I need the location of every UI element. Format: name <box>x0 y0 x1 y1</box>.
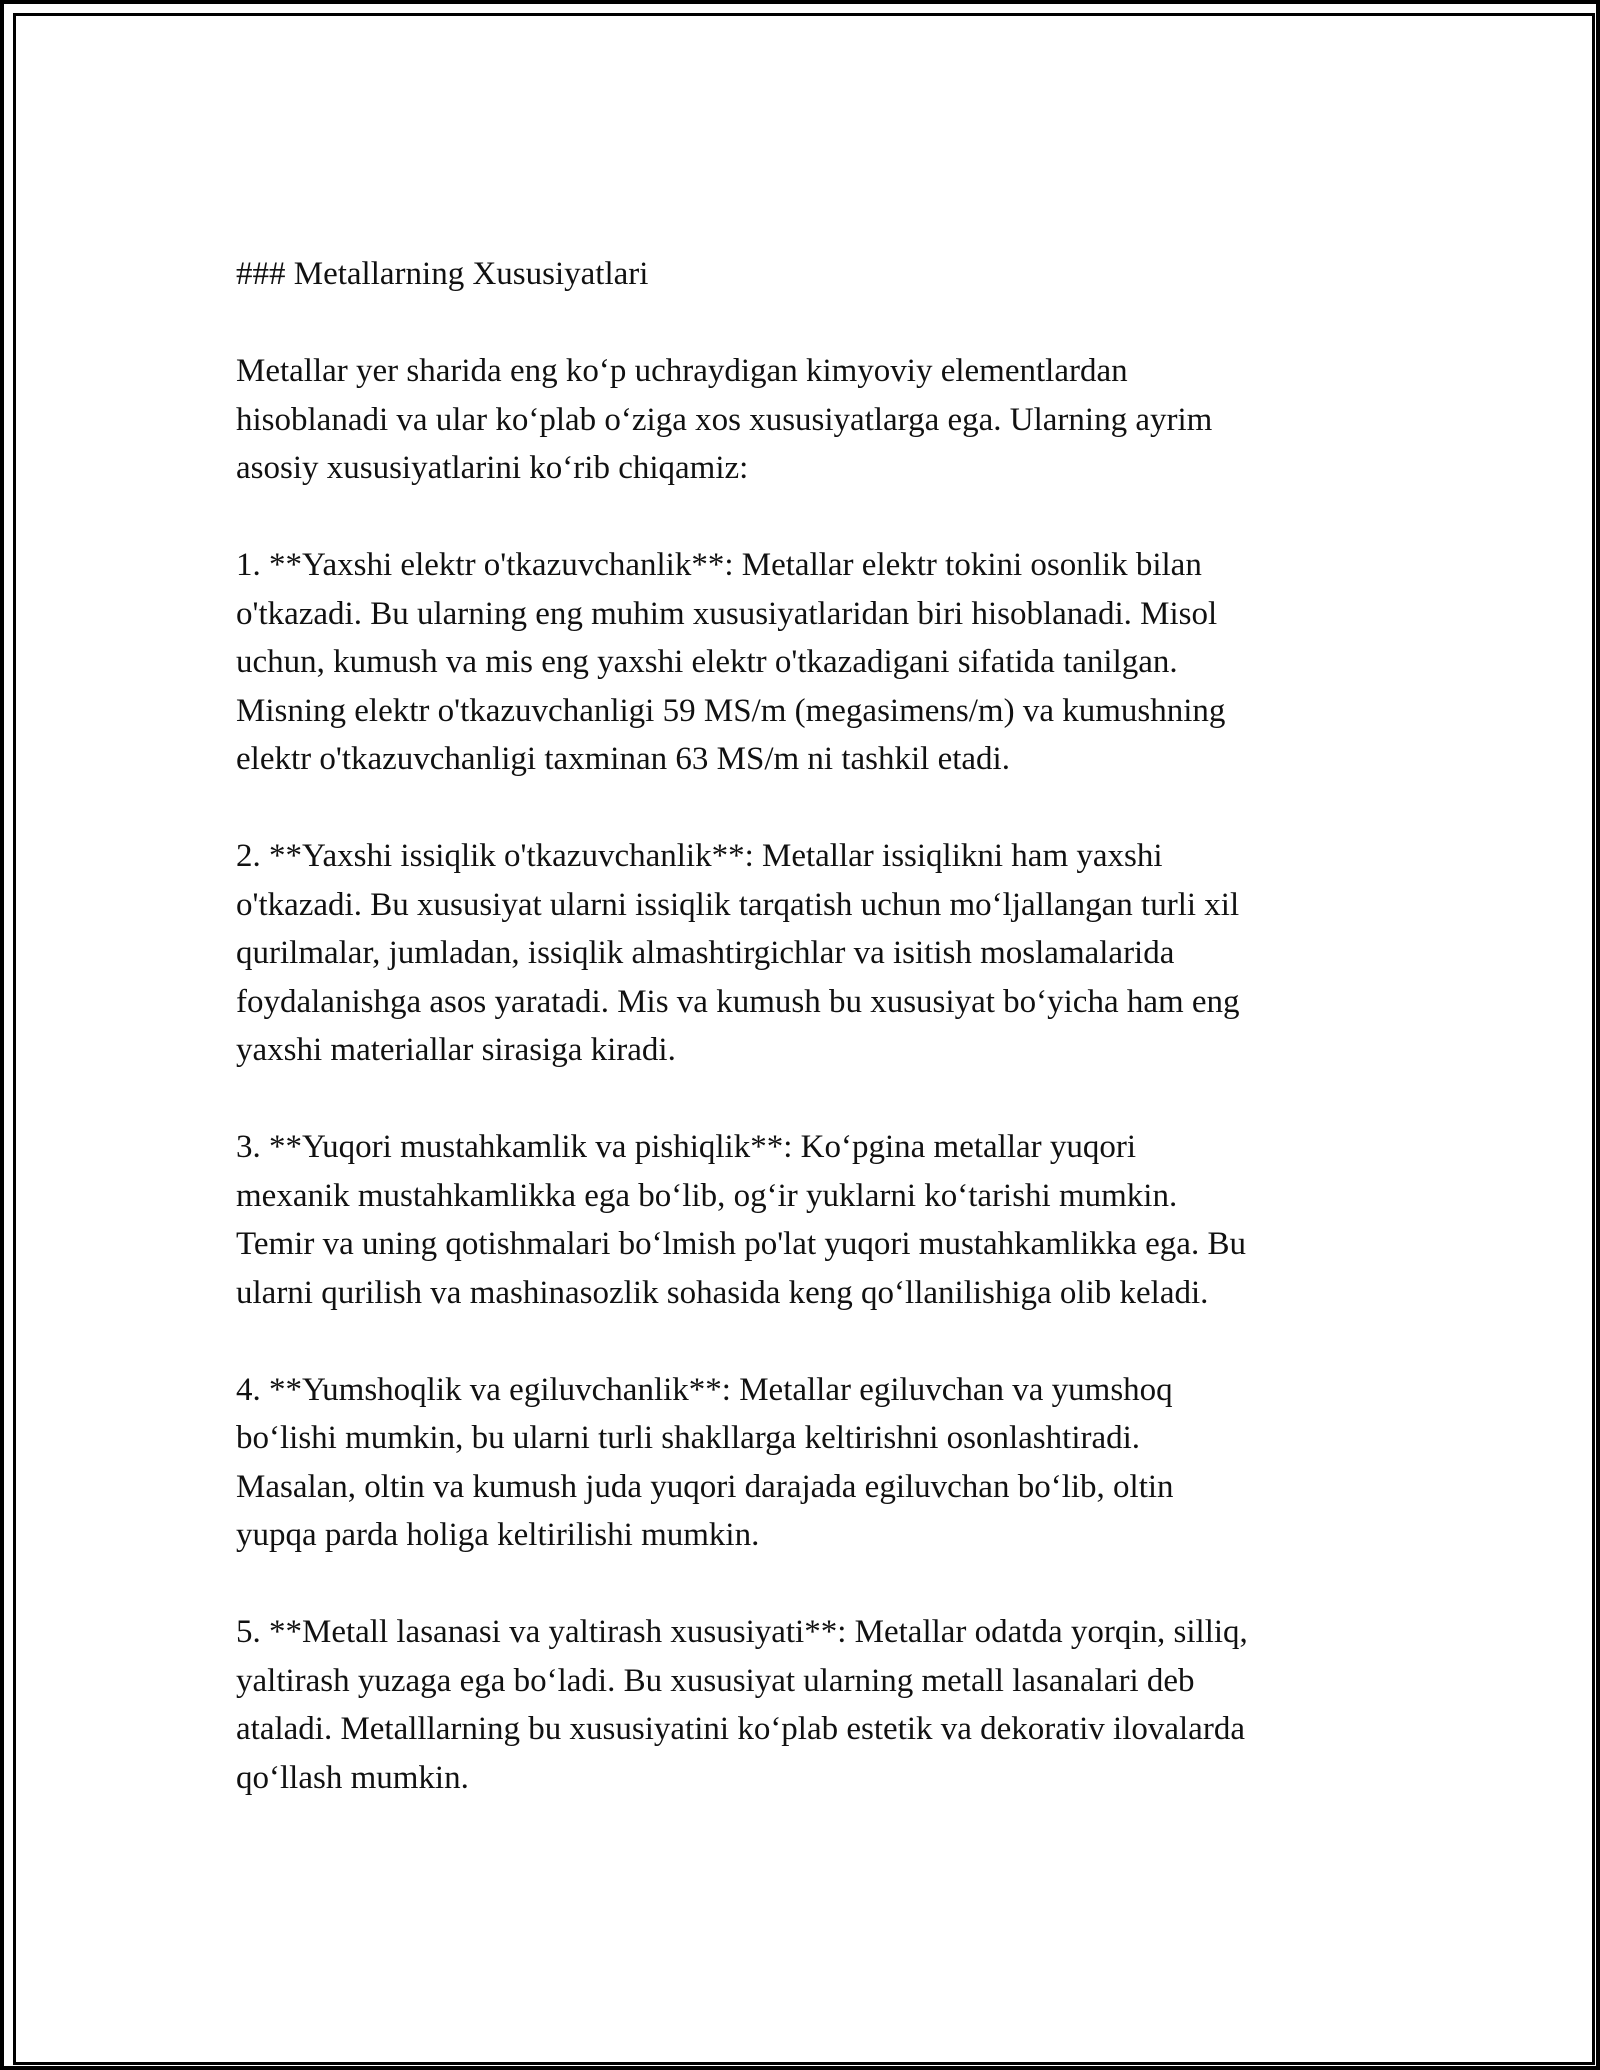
text-line: uchun, kumush va mis eng yaxshi elektr o'tkazadigani sifatida tanilgan. <box>236 644 1178 680</box>
list-item-electrical-conductivity <box>236 541 1366 784</box>
text-line: Metallar yer sharida eng ko‘p uchraydigan kimyoviy elementlardan <box>236 353 1128 389</box>
text-line: 1. **Yaxshi elektr o'tkazuvchanlik**: Metallar elektr tokini osonlik bilan <box>236 547 1202 583</box>
text-line: asosiy xususiyatlarini ko‘rib chiqamiz: <box>236 450 749 486</box>
text-line: o'tkazadi. Bu ularning eng muhim xususiyatlaridan biri hisoblanadi. Misol <box>236 595 1218 632</box>
text-line: Temir va uning qotishmalari bo‘lmish po'lat yuqori mustahkamlikka ega. Bu <box>236 1226 1246 1262</box>
paragraph-gap <box>236 1075 1366 1124</box>
list-item-strength <box>236 1123 1366 1317</box>
paragraph-gap <box>236 493 1366 542</box>
text-line: 4. **Yumshoqlik va egiluvchanlik**: Metallar egiluvchan va yumshoq <box>236 1371 1173 1408</box>
paragraph-gap <box>236 299 1366 348</box>
text-line: qurilmalar, jumladan, issiqlik almashtirgichlar va isitish moslamalarida <box>236 935 1175 971</box>
text-line: Misning elektr o'tkazuvchanligi 59 MS/m (megasimens/m) va kumushning <box>236 692 1226 729</box>
text-line: elektr o'tkazuvchanligi taxminan 63 MS/m ni tashkil etadi. <box>236 741 1010 777</box>
text-line: yupqa parda holiga keltirilishi mumkin. <box>236 1517 760 1553</box>
paragraph-gap <box>236 784 1366 833</box>
list-item-metallic-luster <box>236 1608 1366 1802</box>
text-line: mexanik mustahkamlikka ega bo‘lib, og‘ir yuklarni ko‘tarishi mumkin. <box>236 1177 1178 1214</box>
text-line: yaltirash yuzaga ega bo‘ladi. Bu xususiyat ularning metall lasanalari deb <box>236 1662 1195 1699</box>
paragraph-gap <box>236 1560 1366 1609</box>
text-line: Masalan, oltin va kumush juda yuqori darajada egiluvchan bo‘lib, oltin <box>236 1468 1174 1505</box>
text-line: yaxshi materiallar sirasiga kiradi. <box>236 1032 676 1068</box>
text-line: o'tkazadi. Bu xususiyat ularni issiqlik tarqatish uchun mo‘ljallangan turli xil <box>236 886 1240 923</box>
text-line: hisoblanadi va ular ko‘plab o‘ziga xos xususiyatlarga ega. Ularning ayrim <box>236 401 1213 438</box>
text-line: bo‘lishi mumkin, bu ularni turli shakllarga keltirishni osonlashtiradi. <box>236 1420 1141 1456</box>
text-line: qo‘llash mumkin. <box>236 1759 469 1796</box>
text-line: ularni qurilish va mashinasozlik sohasida keng qo‘llanilishiga olib keladi. <box>236 1274 1209 1311</box>
document-heading: ### Metallarning Xususiyatlari <box>236 256 649 292</box>
text-line: foydalanishga asos yaratadi. Mis va kumush bu xususiyat bo‘yicha ham eng <box>236 983 1240 1020</box>
intro-paragraph <box>236 347 1366 493</box>
paragraph-gap <box>236 1317 1366 1366</box>
text-line: ataladi. Metalllarning bu xususiyatini ko‘plab estetik va dekorativ ilovalarda <box>236 1711 1245 1747</box>
text-line: 3. **Yuqori mustahkamlik va pishiqlik**: Ko‘pgina metallar yuqori <box>236 1129 1137 1165</box>
text-line: 5. **Metall lasanasi va yaltirash xususiyati**: Metallar odatda yorqin, silliq, <box>236 1614 1248 1650</box>
document-body <box>236 250 1366 1802</box>
text-line: 2. **Yaxshi issiqlik o'tkazuvchanlik**: Metallar issiqlikni ham yaxshi <box>236 838 1163 874</box>
list-item-thermal-conductivity <box>236 832 1366 1075</box>
list-item-ductility <box>236 1366 1366 1560</box>
